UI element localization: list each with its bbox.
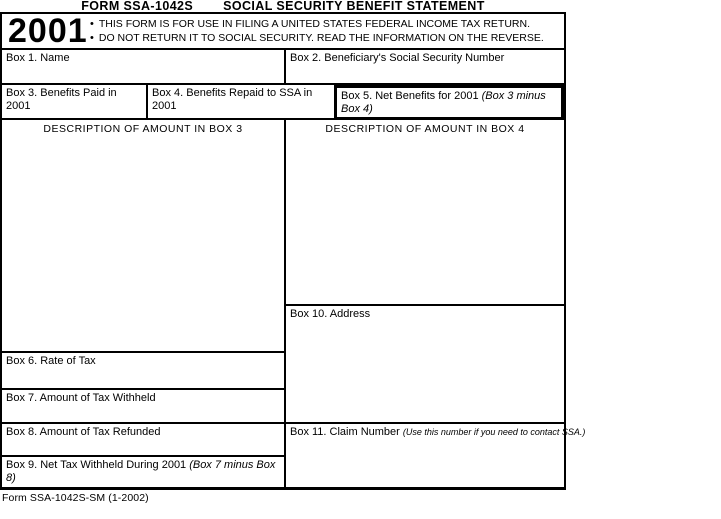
box-6-label: Box 6. Rate of Tax (6, 355, 96, 367)
box-7-label: Box 7. Amount of Tax Withheld (6, 392, 156, 404)
box-9-note: (Box 7 minus Box 8) (6, 459, 276, 484)
description-box-4-header: DESCRIPTION OF AMOUNT IN BOX 4 (325, 123, 525, 135)
box-11-label: Box 11. Claim Number (290, 426, 400, 438)
description-box-3-header: DESCRIPTION OF AMOUNT IN BOX 3 (43, 123, 243, 135)
box-5-net-benefits-field (334, 85, 564, 120)
box-1-label: Box 1. Name (6, 52, 70, 64)
box-11-note: (Use this number if you need to contact SSA.) (402, 427, 586, 437)
tax-year: 2001 (8, 12, 88, 50)
box-7-tax-withheld-field (2, 390, 286, 424)
box-2-label: Box 2. Beneficiary's Social Security Number (290, 52, 505, 64)
box-10-address-field (286, 306, 564, 424)
form-edition-footer: Form SSA-1042S-SM (1-2002) (2, 492, 149, 504)
box-9-label: Box 9. Net Tax Withheld During 2001 (6, 459, 187, 471)
instruction-bullet-2 (90, 32, 544, 46)
form-name-title: SOCIAL SECURITY BENEFIT STATEMENT (223, 0, 485, 13)
form-number-title: FORM SSA-1042S (81, 0, 194, 13)
box-4-label: Box 4. Benefits Repaid to SSA in 2001 (152, 87, 313, 112)
description-box-4-area (286, 120, 564, 306)
instruction-bullet-1-text: THIS FORM IS FOR USE IN FILING A UNITED STATES FEDERAL INCOME TAX RETURN. (98, 18, 530, 30)
description-box-3-area (2, 120, 286, 353)
box-8-tax-refunded-field (2, 424, 286, 457)
instruction-bullet-1 (90, 18, 544, 32)
box-8-label: Box 8. Amount of Tax Refunded (6, 426, 161, 438)
box-5-label: Box 5. Net Benefits for 2001 (341, 90, 479, 102)
form-table (0, 12, 586, 490)
box-9-net-tax-withheld-field (2, 457, 286, 487)
box-6-rate-of-tax-field (2, 353, 286, 390)
box-2-ssn-field (286, 50, 564, 85)
box-11-claim-number-field (286, 424, 586, 487)
form-header-row (2, 14, 564, 50)
box-1-name-field (2, 50, 286, 85)
box-5-note: (Box 3 minus Box 4) (341, 90, 546, 115)
box-4-benefits-repaid-field (148, 85, 336, 120)
instruction-bullets (90, 18, 544, 45)
instruction-bullet-2-text: DO NOT RETURN IT TO SOCIAL SECURITY. READ THE INFORMATION ON THE REVERSE. (98, 31, 544, 44)
box-3-benefits-paid-field (2, 85, 148, 120)
box-3-label: Box 3. Benefits Paid in 2001 (6, 87, 117, 112)
bullet-icon: • (90, 31, 94, 44)
box-10-label: Box 10. Address (290, 308, 371, 320)
form-title-row (0, 0, 566, 12)
bullet-icon: • (90, 18, 94, 30)
